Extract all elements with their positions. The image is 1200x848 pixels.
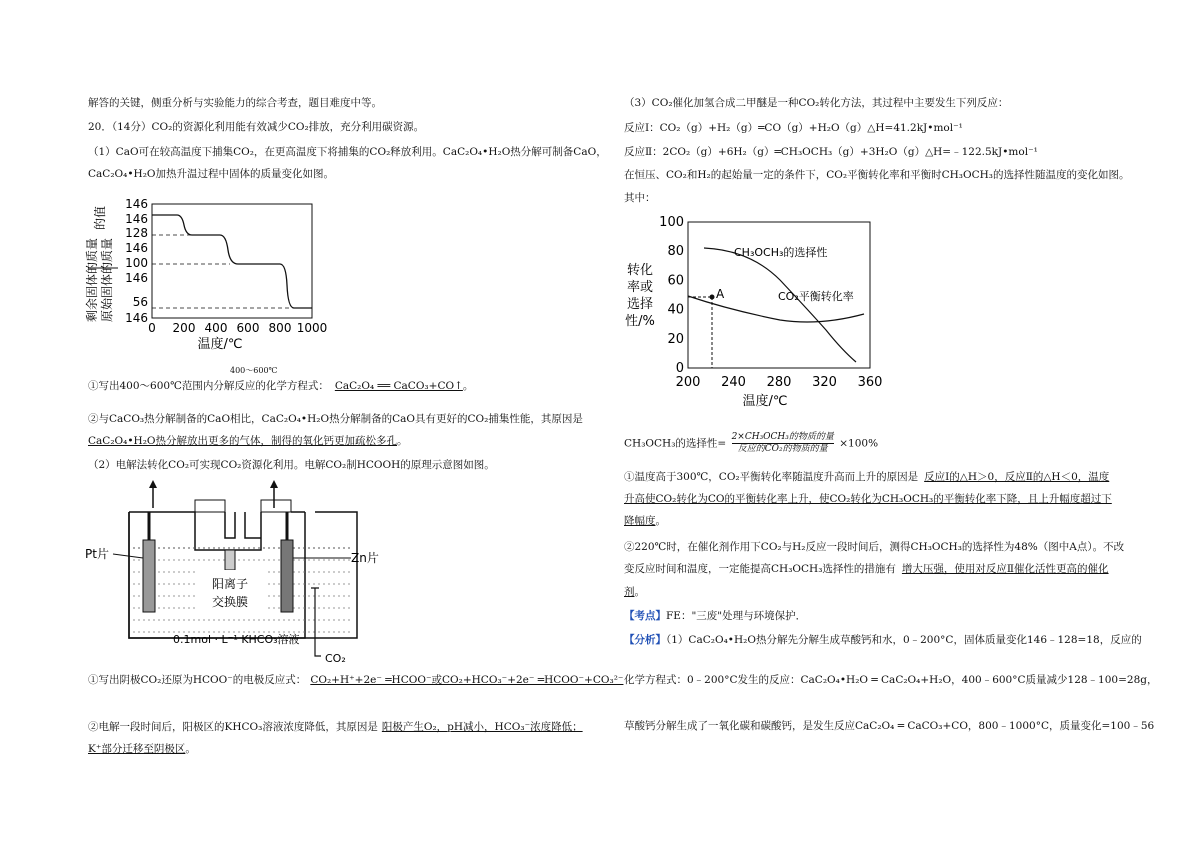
reaction-2: 反应Ⅱ：2CO₂（g）+6H₂（g）═CH₃OCH₃（g）+3H₂O（g）△H=﹣122.5kJ•mol⁻¹ (624, 146, 1038, 158)
text-line: 在恒压、CO₂和H₂的起始量一定的条件下，CO₂平衡转化率和平衡时CH₃OCH₃的选择性随温度的变化如图。 (624, 169, 1130, 181)
y-tick: 146 (125, 212, 148, 226)
answer-3-1: 反应Ⅰ的△H＞0，反应Ⅱ的△H＜0，温度 (924, 471, 1110, 483)
answer-2-2: 阳极产生O₂，pH减小，HCO₃⁻浓度降低； (381, 721, 583, 733)
y-label-suffix: 的值 (93, 205, 107, 231)
mass-change-chart (80, 190, 340, 355)
membrane-label-2: 交换膜 (211, 595, 249, 609)
y-tick-labels (659, 215, 684, 376)
answer-3-2: 增大压强，使用对反应Ⅱ催化活性更高的催化 (901, 563, 1109, 575)
text-line: （1）CaO可在较高温度下捕集CO₂，在更高温度下将捕集的CO₂释放利用。CaC₂O₄•H₂O热分解可制备CaO， (88, 146, 607, 158)
y-label-bottom: 原始固体的质量 (100, 237, 114, 323)
zn-label: Zn片 (351, 551, 379, 565)
x-tick-labels (676, 375, 883, 390)
y-tick: 60 (667, 273, 684, 289)
text-line: K⁺部分迁移至阴极区。 (88, 743, 196, 755)
answer-3-1-cont: 升高使CO₂转化为CO的平衡转化率上升，使CO₂转化为CH₃OCH₃的平衡转化率下降，且上升幅度超过下 (624, 493, 1112, 505)
y-axis-label (625, 263, 655, 329)
y-tick: 56 (132, 295, 148, 309)
y-tick: 128 (125, 226, 148, 240)
answer-1-1: CaC₂O₄ ══ CaCO₃+CO↑ (334, 380, 463, 392)
electrolysis-diagram (85, 478, 395, 668)
reaction-condition: 400～600℃ (230, 366, 278, 375)
series-conversion-label: CO₂平衡转化率 (778, 290, 854, 303)
question-1-1: ①写出400～600℃范围内分解反应的化学方程式： (88, 380, 329, 392)
text-line (624, 492, 1112, 506)
x-tick: 200 (172, 321, 196, 335)
y-tick: 0 (675, 361, 684, 376)
y-tick: 20 (667, 331, 684, 347)
analysis-line (624, 633, 1142, 647)
text-line (624, 562, 1109, 576)
y-tick: 100 (125, 256, 148, 270)
series-selectivity (704, 248, 856, 362)
svg-text:转化: 转化 (626, 263, 654, 278)
answer-2-1: CO₂+H⁺+2e⁻ ═HCOO⁻或CO₂+HCO₃⁻+2e⁻ ═HCOO⁻+CO₃²⁻ (310, 674, 624, 686)
analysis-line: 化学方程式：0﹣200°C发生的反应：CaC₂O₄•H₂O ═ CaC₂O₄+H₂O，400﹣600°C质量减少128﹣100=28g， (624, 674, 1158, 686)
x-axis-label: 温度/℃ (742, 394, 788, 409)
y-tick: 146 (125, 197, 148, 211)
reaction-1: 反应Ⅰ：CO₂（g）+H₂（g）═CO（g）+H₂O（g）△H=41.2kJ•mol⁻¹ (624, 122, 963, 134)
solution-label: 0.1mol · L⁻¹ KHCO₃溶液 (173, 633, 300, 646)
text-line (624, 470, 1109, 484)
answer-2-2-cont: K⁺部分迁移至阴极区 (88, 743, 186, 755)
y-tick: 40 (667, 302, 684, 318)
question-2-2: ②电解一段时间后，阳极区的KHCO₃溶液浓度降低，其原因是 (88, 721, 378, 733)
text-line: （3）CO₂催化加氢合成二甲醚是一种CO₂转化方法，其过程中主要发生下列反应： (624, 97, 1009, 109)
kd-label: 【考点】 (624, 610, 666, 622)
x-tick: 800 (268, 321, 292, 335)
selectivity-formula (624, 432, 878, 455)
fx-label: 【分析】 (624, 634, 666, 646)
text-line: ②220℃时，在催化剂作用下CO₂与H₂反应一段时间后，测得CH₃OCH₃的选择性为48%（图中A点）。不改 (624, 541, 1125, 553)
text-line: 降幅度。 (624, 515, 666, 527)
answer-3-1-end: 降幅度 (624, 515, 656, 527)
formula-denominator: 反应的CO₂的物质的量 (737, 444, 828, 454)
membrane-label-1: 阳离子 (211, 577, 249, 591)
series-selectivity-label: CH₃OCH₃的选择性 (734, 246, 828, 259)
y-label-top: 剩余固体的质量 (85, 237, 99, 323)
fx-text-1: （1）CaC₂O₄•H₂O热分解先分解生成草酸钙和水，0﹣200°C，固体质量变化146﹣128=18，反应的 (666, 634, 1142, 646)
point-a-label: A (716, 287, 725, 301)
question-20-title: 20．（14分）CO₂的资源化利用能有效减少CO₂排放，充分利用碳资源。 (88, 121, 425, 133)
x-tick-labels (148, 321, 327, 335)
text-line: （2）电解法转化CO₂可实现CO₂资源化利用。电解CO₂制HCOOH的原理示意图如图。 (88, 459, 495, 471)
kd-text: FE："三废"处理与环境保护． (666, 610, 807, 622)
knowledge-point (624, 609, 806, 623)
y-tick: 146 (125, 311, 148, 325)
y-tick: 80 (667, 244, 684, 260)
svg-text:选择: 选择 (626, 297, 654, 312)
x-tick: 200 (675, 375, 701, 390)
formula-numerator: 2×CH₃OCH₃的物质的量 (731, 432, 834, 442)
question-2-1: ①写出阴极CO₂还原为HCOO⁻的电极反应式： (88, 674, 307, 686)
answer-3-2-end: 剂 (624, 586, 635, 598)
x-tick: 240 (721, 375, 746, 390)
x-tick: 600 (236, 321, 260, 335)
x-tick: 400 (204, 321, 228, 335)
svg-text:率或: 率或 (626, 280, 654, 295)
question-3-1: ①温度高于300℃，CO₂平衡转化率随温度升高而上升的原因是 (624, 471, 919, 483)
x-tick: 360 (857, 375, 883, 390)
text-line: ①写出400～600℃范围内分解反应的化学方程式： CaC₂O₄ ══ CaCO₃+CO↑。 (88, 380, 474, 392)
co2-inlet-label: CO₂ (325, 652, 346, 665)
svg-text:性/%: 性/% (625, 314, 655, 329)
y-tick: 100 (659, 215, 684, 230)
x-tick: 1000 (296, 321, 328, 335)
x-tick: 320 (812, 375, 837, 390)
y-tick: 146 (125, 241, 148, 255)
y-tick-labels (125, 197, 148, 325)
text-line: CaC₂O₄•H₂O热分解放出更多的气体，制得的氧化钙更加疏松多孔。 (88, 435, 408, 447)
point-a (710, 295, 715, 300)
x-axis-label: 温度/℃ (197, 337, 243, 352)
formula-rhs: ×100% (839, 437, 879, 450)
text-line (88, 720, 583, 734)
text-line: 剂。 (624, 586, 645, 598)
formula-lhs: CH₃OCH₃的选择性= (624, 437, 727, 450)
question-3-2: 变反应时间和温度，一定能提高CH₃OCH₃选择性的措施有 (624, 563, 896, 575)
y-tick: 146 (125, 271, 148, 285)
text-line: 解答的关键，侧重分析与实验能力的综合考查，题目难度中等。 (88, 97, 382, 109)
x-tick: 0 (148, 321, 156, 335)
text-line: 其中： (624, 192, 656, 204)
analysis-line: 草酸钙分解生成了一氧化碳和碳酸钙，是发生反应CaC₂O₄ ═ CaCO₃+CO，800﹣1000°C，质量变化=100﹣56 (624, 720, 1155, 732)
text-line: ②与CaCO₃热分解制备的CaO相比，CaC₂O₄•H₂O热分解制备的CaO具有更好的CO₂捕集性能，其原因是 (88, 413, 583, 425)
text-line (88, 673, 623, 687)
conversion-selectivity-chart (620, 210, 890, 410)
mass-curve (152, 215, 312, 308)
x-tick: 280 (766, 375, 792, 390)
answer-1-2: CaC₂O₄•H₂O热分解放出更多的气体，制得的氧化钙更加疏松多孔 (88, 435, 398, 447)
text-line: CaC₂O₄•H₂O加热升温过程中固体的质量变化如图。 (88, 168, 335, 180)
pt-label: Pt片 (85, 547, 109, 561)
